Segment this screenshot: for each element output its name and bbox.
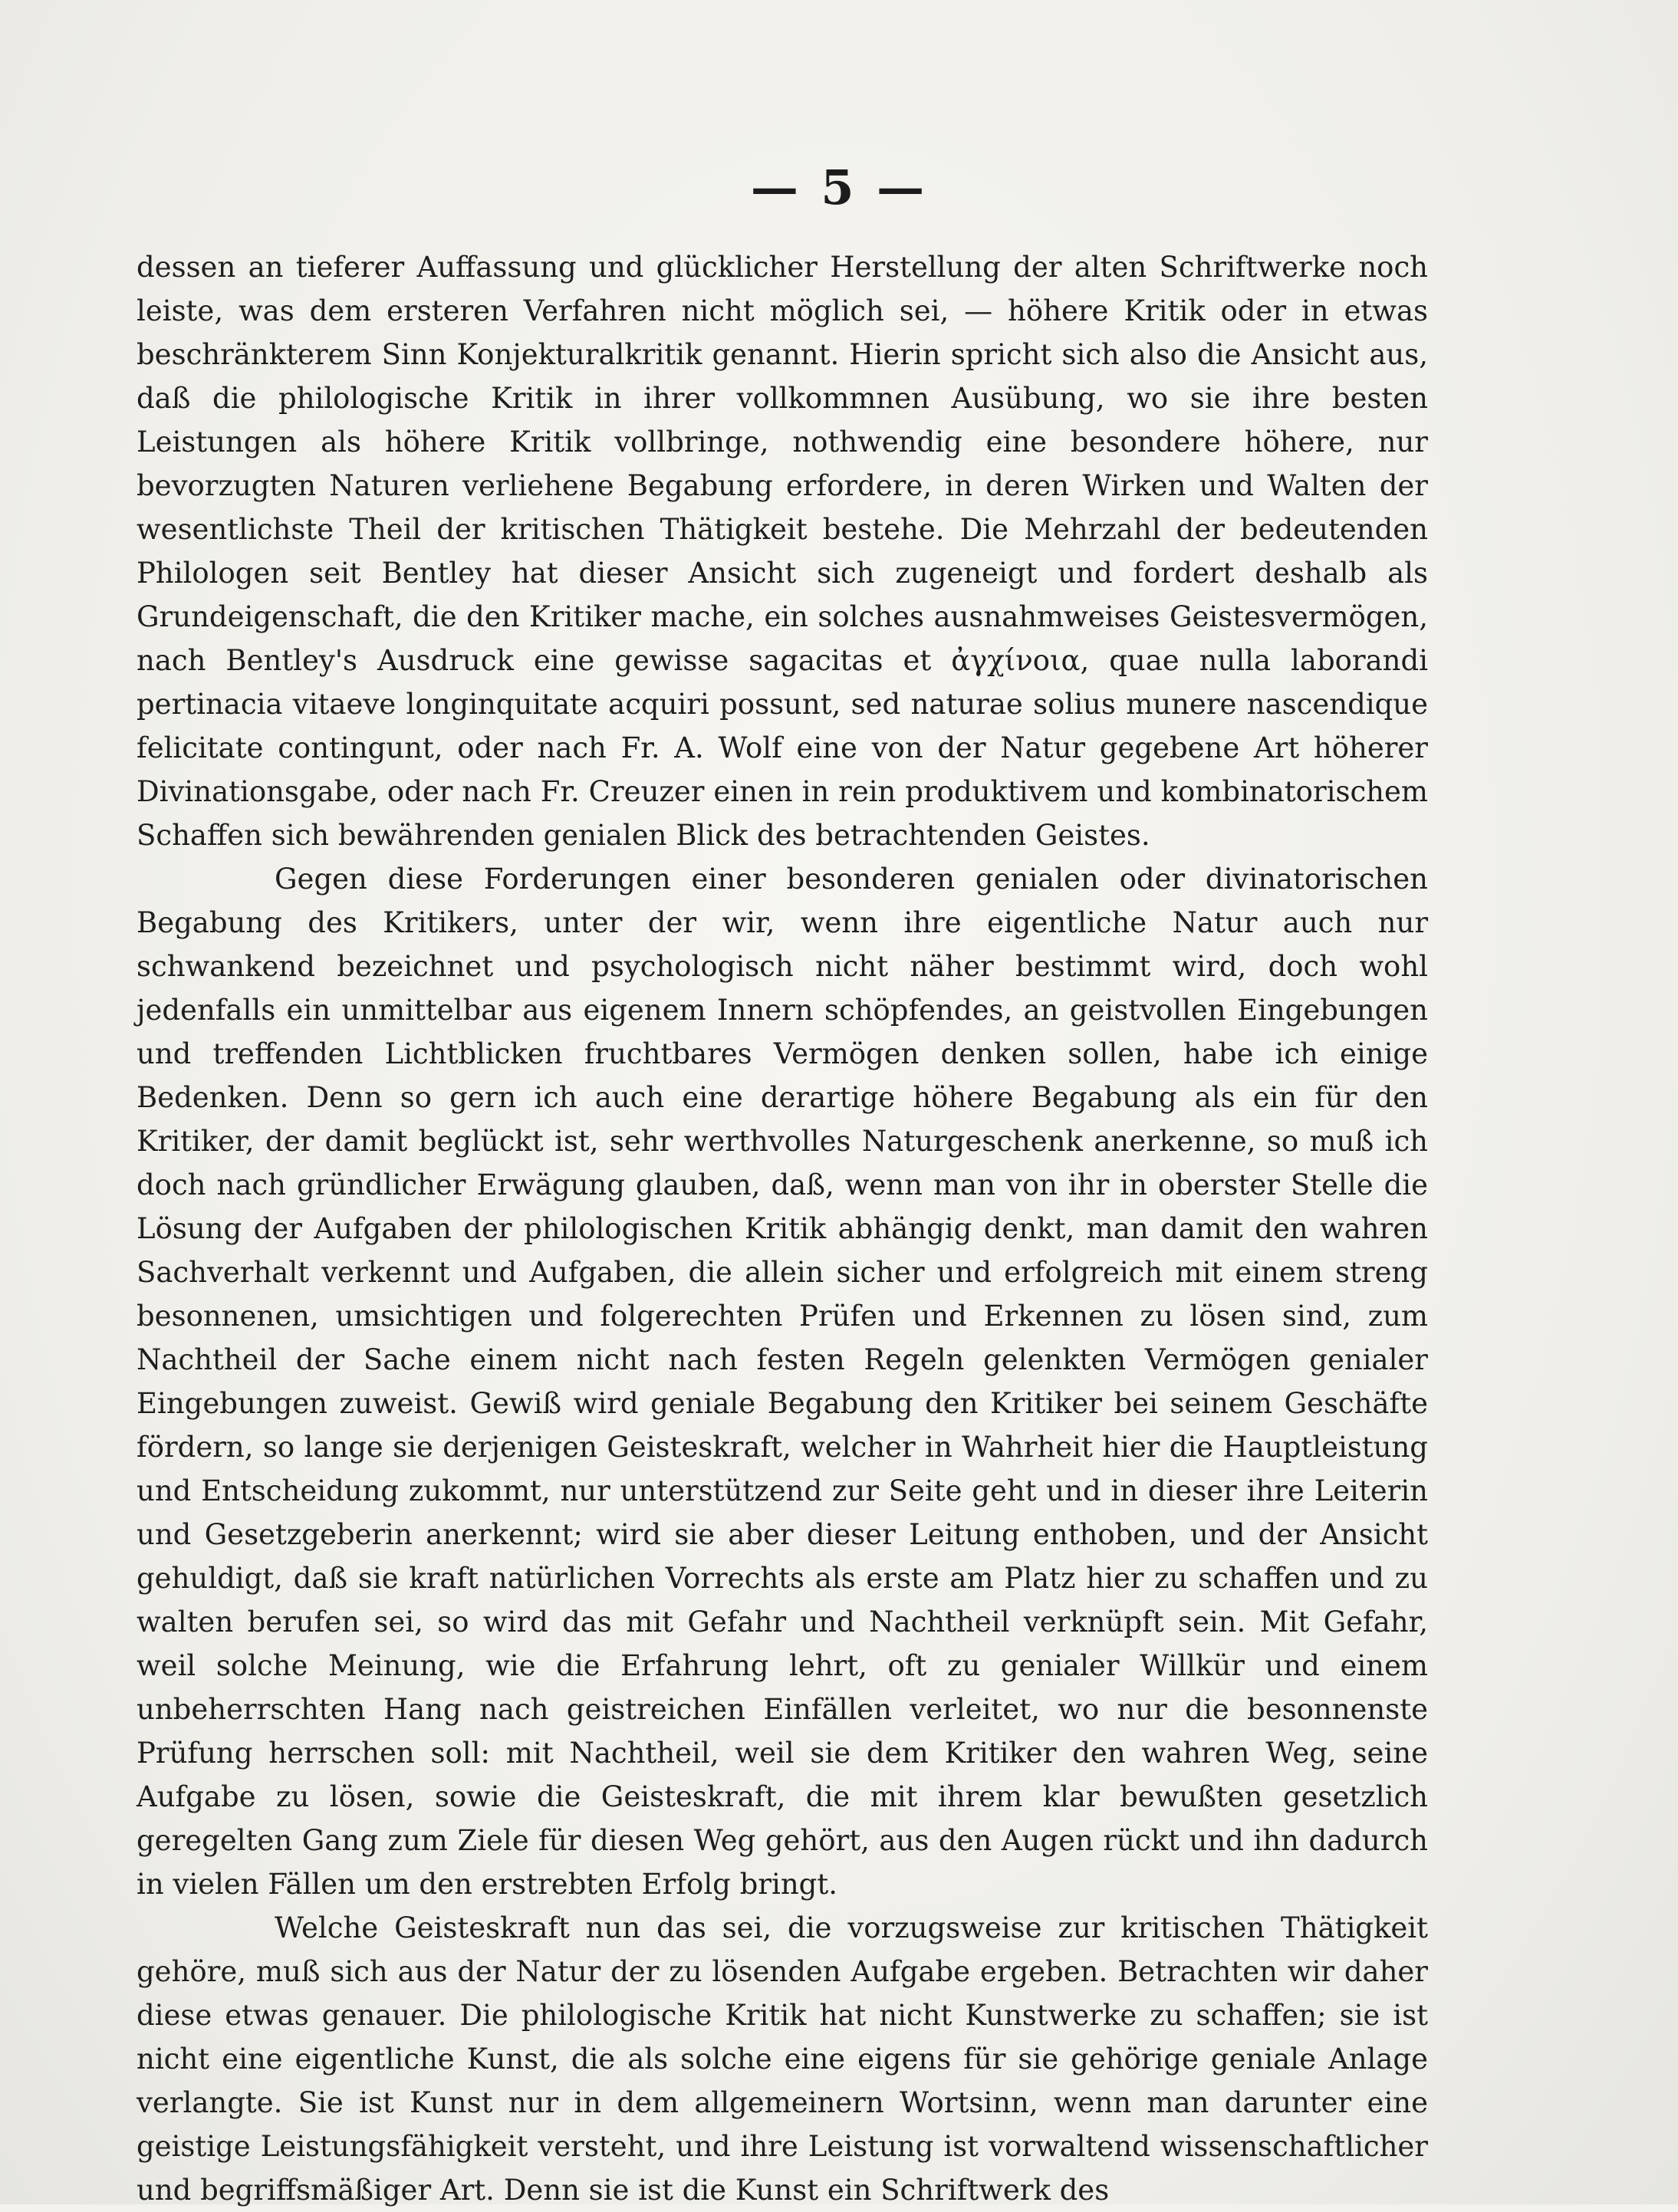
body-text bbox=[137, 245, 1428, 2212]
page-number: — 5 — bbox=[750, 159, 928, 215]
paragraph-3: Welche Geisteskraft nun das sei, die vorzugsweise zur kritischen Thätigkeit gehöre, muß sich aus der Natur der zu lösenden Aufgabe ergeben. Betrachten wir daher diese etwas genauer. Die philologische Kritik hat nicht Kunstwerke zu schaffen; sie ist nicht eine eigentliche Kunst, die als solche eine eigens für sie gehörige geniale Anlage verlangte. Sie ist Kunst nur in dem allgemeinern Wortsinn, wenn man darunter eine geistige Leistungsfähigkeit versteht, und ihre Leistung ist vorwaltend wissenschaftlicher und begriffsmäßiger Art. Denn sie ist die Kunst ein Schriftwerk des bbox=[137, 1911, 1428, 2207]
paragraph-2: Gegen diese Forderungen einer besonderen genialen oder divinatorischen Begabung des Kritikers, unter der wir, wenn ihre eigentliche Natur auch nur schwankend bezeichnet und psychologisch nicht näher bestimmt wird, doch wohl jedenfalls ein unmittelbar aus eigenem Innern schöpfendes, an geistvollen Eingebungen und treffenden Lichtblicken fruchtbares Vermögen denken sollen, habe ich einige Bedenken. Denn so gern ich auch eine derartige höhere Begabung als ein für den Kritiker, der damit beglückt ist, sehr werthvolles Naturgeschenk anerkenne, so muß ich doch nach gründlicher Erwägung glauben, daß, wenn man von ihr in oberster Stelle die Lösung der Aufgaben der philologischen Kritik abhängig denkt, man damit den wahren Sachverhalt verkennt und Aufgaben, die allein sicher und erfolgreich mit einem streng besonnenen, umsichtigen und folgerechten Prüfen und Erkennen zu lösen sind, zum Nachtheil der Sache einem nicht nach festen Regeln gelenkten Vermögen genialer Eingebungen zuweist. Gewiß wird geniale Begabung den Kritiker bei seinem Geschäfte fördern, so lange sie derjenigen Geisteskraft, welcher in Wahrheit hier die Hauptleistung und Entscheidung zukommt, nur unterstützend zur Seite geht und in dieser ihre Leiterin und Gesetzgeberin anerkennt; wird sie aber dieser Leitung enthoben, und der Ansicht gehuldigt, daß sie kraft natürlichen Vorrechts als erste am Platz hier zu schaffen und zu walten berufen sei, so wird das mit Gefahr und Nachtheil verknüpft sein. Mit Gefahr, weil solche Meinung, wie die Erfahrung lehrt, oft zu genialer Willkür und einem unbeherrschten Hang nach geistreichen Einfällen verleitet, wo nur die besonnenste Prüfung herrschen soll: mit Nachtheil, weil sie dem Kritiker den wahren Weg, seine Aufgabe zu lösen, sowie die Geisteskraft, die mit ihrem klar bewußten gesetzlich geregelten Gang zum Ziele für diesen Weg gehört, aus den Augen rückt und ihn dadurch in vielen Fällen um den erstrebten Erfolg bringt. bbox=[137, 863, 1428, 1901]
paragraph-1: dessen an tieferer Auffassung und glücklicher Herstellung der alten Schriftwerke noch leiste, was dem ersteren Verfahren nicht möglich sei, — höhere Kritik oder in etwas beschränkterem Sinn Konjekturalkritik genannt. Hierin spricht sich also die Ansicht aus, daß die philologische Kritik in ihrer vollkommnen Ausübung, wo sie ihre besten Leistungen als höhere Kritik vollbringe, nothwendig eine besondere höhere, nur bevorzugten Naturen verliehene Begabung erfordere, in deren Wirken und Walten der wesentlichste Theil der kritischen Thätigkeit bestehe. Die Mehrzahl der bedeutenden Philologen seit Bentley hat dieser Ansicht sich zugeneigt und fordert deshalb als Grundeigenschaft, die den Kritiker mache, ein solches ausnahmweises Geistesvermögen, nach Bentley's Ausdruck eine gewisse sagacitas et ἀγχίνοια, quae nulla laborandi pertinacia vitaeve longinquitate acquiri possunt, sed naturae solius munere nascendique felicitate contingunt, oder nach Fr. A. Wolf eine von der Natur gegebene Art höherer Divinationsgabe, oder nach Fr. Creuzer einen in rein produktivem und kombinatorischem Schaffen sich bewährenden genialen Blick des betrachtenden Geistes. bbox=[137, 251, 1428, 852]
